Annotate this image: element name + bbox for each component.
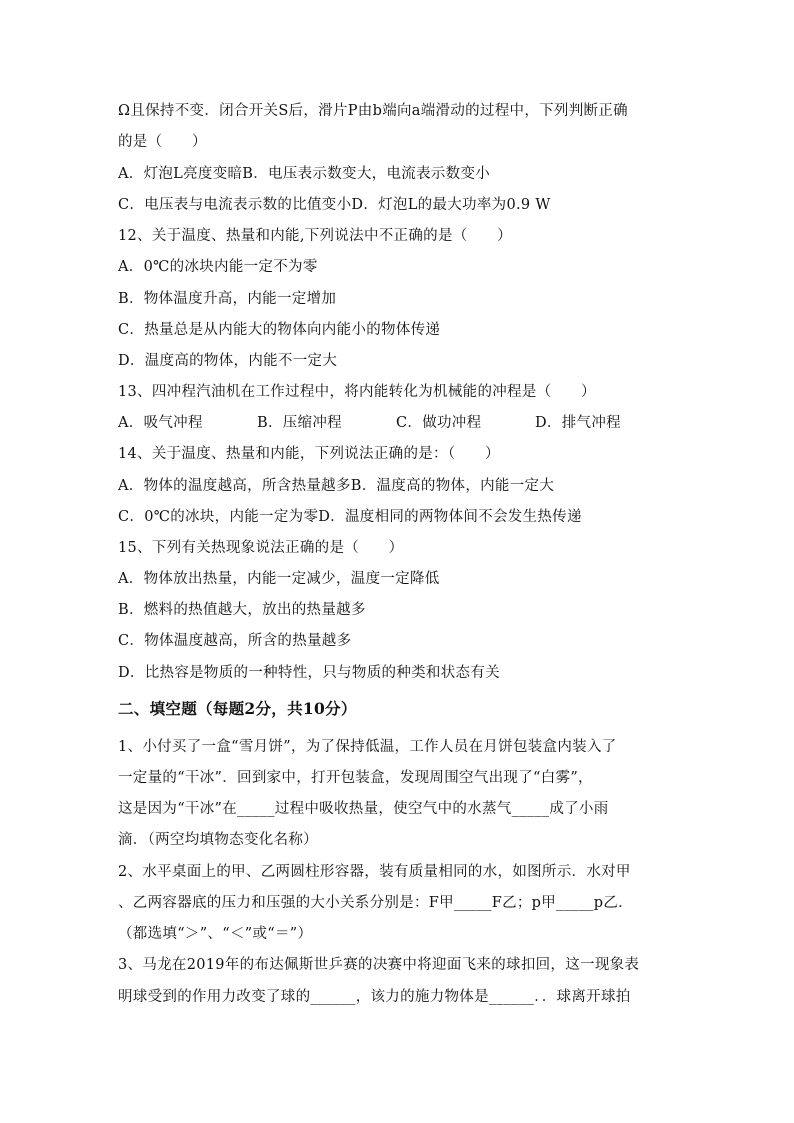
- question-15-option-b: B．燃料的热值越大，放出的热量越多: [118, 602, 366, 618]
- question-15-option-a: A．物体放出热量，内能一定减少，温度一定降低: [118, 571, 440, 587]
- fill-blank-1-line3: 这是因为“干冰”在_____过程中吸收热量，使空气中的水蒸气_____成了小雨: [118, 801, 609, 817]
- question-12-option-a: A．0℃的冰块内能一定不为零: [118, 259, 318, 275]
- question-13-option-d: D．排气冲程: [535, 415, 621, 431]
- question-12-option-c: C．热量总是从内能大的物体向内能小的物体传递: [118, 322, 441, 338]
- fill-blank-2-line1: 2、水平桌面上的甲、乙两圆柱形容器，装有质量相同的水，如图所示．水对甲: [118, 864, 631, 880]
- question-11-stem-line1: Ω且保持不变．闭合开关S后，滑片P由b端向a端滑动的过程中，下列判断正确: [118, 103, 628, 119]
- fill-blank-3-line2: 明球受到的作用力改变了球的______，该力的施力物体是______．．球离开球拍: [118, 989, 631, 1005]
- question-12-stem: 12、关于温度、热量和内能,下列说法中不正确的是（ ）: [118, 228, 512, 244]
- question-13-option-a: A．吸气冲程: [118, 415, 203, 431]
- question-14-options-cd: C．0℃的冰块，内能一定为零D．温度相同的两物体间不会发生热传递: [118, 509, 582, 525]
- question-11-stem-line2: 的是（ ）: [118, 134, 207, 150]
- fill-blank-1-line2: 一定量的“干冰”．回到家中，打开包装盒，发现周围空气出现了“白雾”，: [118, 770, 593, 786]
- question-14-options-ab: A．物体的温度越高，所含热量越多B．温度高的物体，内能一定大: [118, 478, 555, 494]
- section-heading-fill-blank: 二、填空题（每题2分，共10分）: [118, 699, 357, 718]
- question-12-option-b: B．物体温度升高，内能一定增加: [118, 291, 337, 307]
- question-13-option-b: B．压缩冲程: [257, 415, 342, 431]
- question-15-option-c: C．物体温度越高，所含的热量越多: [118, 633, 352, 649]
- fill-blank-3-line1: 3、马龙在2019年的布达佩斯世乒赛的决赛中将迎面飞来的球扣回，这一现象表: [118, 957, 640, 973]
- question-15-stem: 15、下列有关热现象说法正确的是（ ）: [118, 540, 404, 556]
- question-15-option-d: D．比热容是物质的一种特性，只与物质的种类和状态有关: [118, 665, 500, 681]
- fill-blank-2-line2: 、乙两容器底的压力和压强的大小关系分别是：F甲_____F乙；p甲_____p乙．: [118, 895, 633, 911]
- question-14-stem: 14、关于温度、热量和内能，下列说法正确的是：（ ）: [118, 446, 500, 462]
- fill-blank-1-line4: 滴．（两空均填物态变化名称）: [118, 832, 318, 848]
- question-12-option-d: D．温度高的物体，内能不一定大: [118, 353, 338, 369]
- question-11-options-ab: A．灯泡L亮度变暗B．电压表示数变大，电流表示数变小: [118, 166, 491, 182]
- question-11-options-cd: C．电压表与电流表示数的比值变小D．灯泡L的最大功率为0.9 W: [118, 197, 551, 213]
- fill-blank-1-line1: 1、小付买了一盒“雪月饼”，为了保持低温，工作人员在月饼包装盒内装入了: [118, 739, 617, 755]
- question-13-options: [118, 413, 621, 433]
- question-13-stem: 13、四冲程汽油机在工作过程中，将内能转化为机械能的冲程是（ ）: [118, 384, 596, 400]
- question-13-option-c: C．做功冲程: [396, 415, 482, 431]
- fill-blank-2-line3: （都选填“＞”、“＜”或“＝”）: [118, 926, 313, 942]
